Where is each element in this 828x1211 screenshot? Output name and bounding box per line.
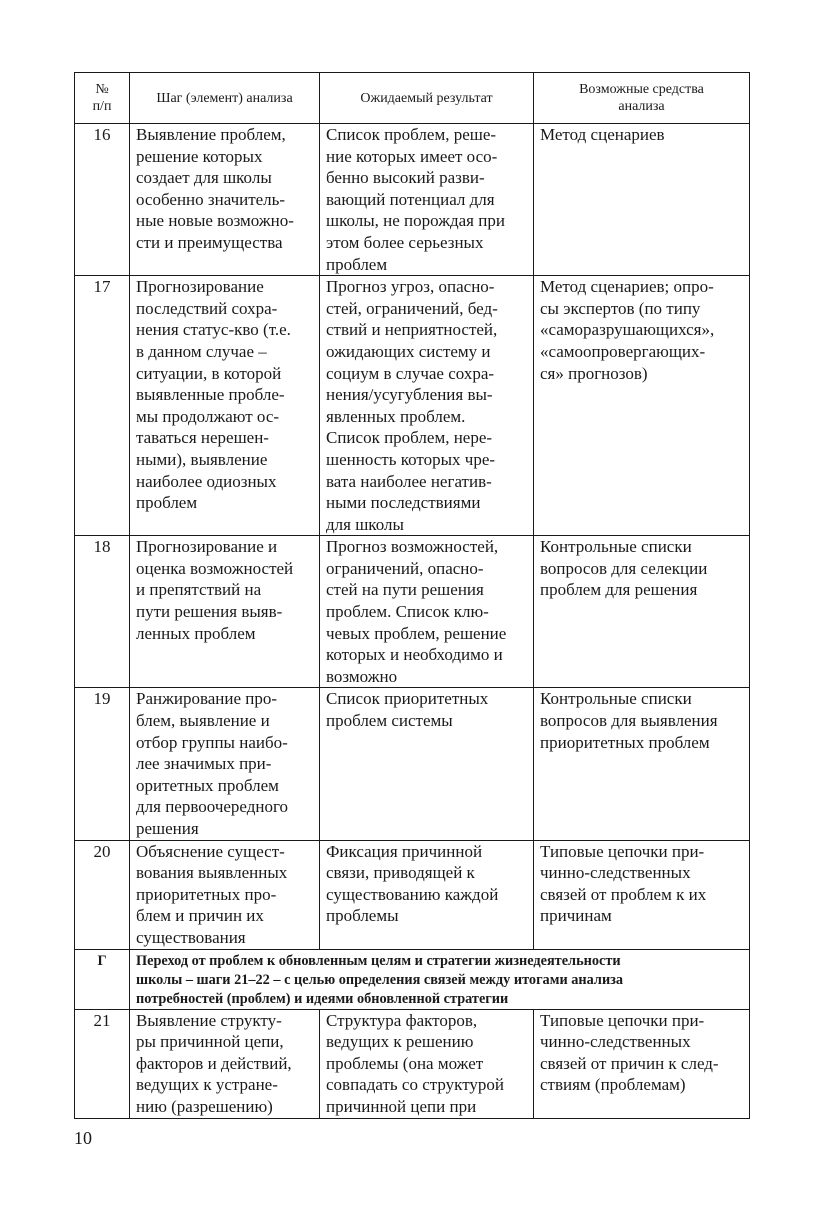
row-num: 19 bbox=[75, 688, 130, 840]
table-header-row bbox=[75, 73, 750, 124]
table-row bbox=[75, 124, 750, 276]
row-result: Прогноз угроз, опасно- стей, ограничений, бед- ствий и неприятностей, ожидающих систему и социум в случае сохра- нения/усугубления вы- явленных проблем. Список проблем, нере- шенность которых чре- вата наиболее негатив- ными последствиями для школы bbox=[320, 276, 534, 536]
analysis-steps-table bbox=[74, 72, 750, 1119]
row-result: Список проблем, реше- ние которых имеет осо- бенно высокий разви- вающий потенциал для школы, не порождая при этом более серьезных проблем bbox=[320, 124, 534, 276]
header-result: Ожидаемый результат bbox=[320, 73, 534, 124]
row-num: 21 bbox=[75, 1009, 130, 1118]
table-row bbox=[75, 276, 750, 536]
row-num: 16 bbox=[75, 124, 130, 276]
row-num: 18 bbox=[75, 536, 130, 688]
row-step: Прогнозирование последствий сохра- нения статус-кво (т.е. в данном случае – ситуации, в которой выявленные пробле- мы продолжают ос- таваться нерешен- ными), выявление наиболее одиозных проблем bbox=[130, 276, 320, 536]
row-tools: Типовые цепочки при- чинно-следственных связей от причин к след- ствиям (проблемам) bbox=[534, 1009, 750, 1118]
row-tools: Контрольные списки вопросов для селекции проблем для решения bbox=[534, 536, 750, 688]
row-tools: Метод сценариев bbox=[534, 124, 750, 276]
row-result: Структура факторов, ведущих к решению проблемы (она может совпадать со структурой причинной цепи при bbox=[320, 1009, 534, 1118]
row-num: 17 bbox=[75, 276, 130, 536]
section-row bbox=[75, 949, 750, 1009]
table-row bbox=[75, 1009, 750, 1118]
row-num: 20 bbox=[75, 840, 130, 949]
row-result: Прогноз возможностей, ограничений, опасно- стей на пути решения проблем. Список клю- чевых проблем, решение которых и необходимо и возможно bbox=[320, 536, 534, 688]
row-step: Ранжирование про- блем, выявление и отбор группы наибо- лее значимых при- оритетных проблем для первоочередного решения bbox=[130, 688, 320, 840]
section-heading: Переход от проблем к обновленным целям и стратегии жизнедеятельности школы – шаги 21–22 – с целью определения связей между итогами анализа потребностей (проблем) и идеями обновленной стратегии bbox=[130, 949, 750, 1009]
header-num: № п/п bbox=[75, 73, 130, 124]
section-label: Г bbox=[75, 949, 130, 1009]
row-result: Список приоритетных проблем системы bbox=[320, 688, 534, 840]
row-step: Объяснение сущест- вования выявленных приоритетных про- блем и причин их существования bbox=[130, 840, 320, 949]
table-row bbox=[75, 688, 750, 840]
row-tools: Метод сценариев; опро- сы экспертов (по типу «саморазрушающихся», «самоопровергающих- ся» прогнозов) bbox=[534, 276, 750, 536]
table-row bbox=[75, 536, 750, 688]
header-tools: Возможные средства анализа bbox=[534, 73, 750, 124]
header-step: Шаг (элемент) анализа bbox=[130, 73, 320, 124]
page-number: 10 bbox=[74, 1128, 92, 1148]
row-step: Прогнозирование и оценка возможностей и препятствий на пути решения выяв- ленных проблем bbox=[130, 536, 320, 688]
table-row bbox=[75, 840, 750, 949]
row-tools: Типовые цепочки при- чинно-следственных связей от проблем к их причинам bbox=[534, 840, 750, 949]
row-result: Фиксация причинной связи, приводящей к существованию каждой проблемы bbox=[320, 840, 534, 949]
row-step: Выявление проблем, решение которых создает для школы особенно значитель- ные новые возможно- сти и преимущества bbox=[130, 124, 320, 276]
row-step: Выявление структу- ры причинной цепи, факторов и действий, ведущих к устране- нию (разрешению) bbox=[130, 1009, 320, 1118]
row-tools: Контрольные списки вопросов для выявления приоритетных проблем bbox=[534, 688, 750, 840]
